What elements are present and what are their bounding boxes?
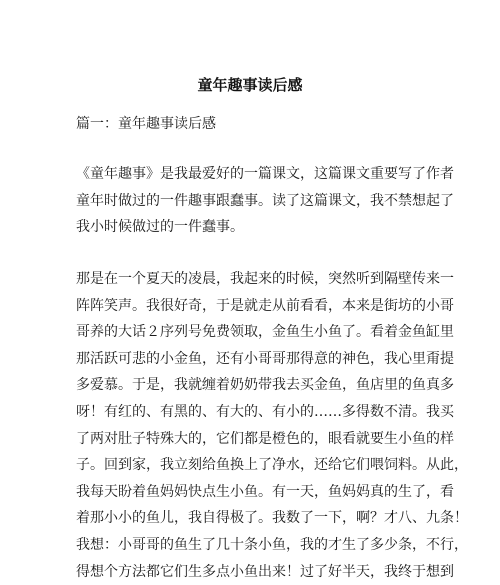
paragraph-line: 着那小小的鱼儿，我自得极了。我数了一下，啊？才八、九条！ xyxy=(76,510,468,527)
paragraph-line: 多爱慕。于是，我就缠着奶奶带我去买金鱼，鱼店里的鱼真多 xyxy=(76,377,454,394)
paragraph-line: 呀！有红的、有黑的、有大的、有小的……多得数不清。我买 xyxy=(76,403,454,420)
paragraph-line: 子。回到家，我立刻给鱼换上了净水，还给它们喂饲料。从此， xyxy=(76,457,468,474)
paragraph-line: 了两对肚子特殊大的，它们都是橙色的，眼看就要生小鱼的样 xyxy=(76,430,454,447)
paragraph-line: 我每天盼着鱼妈妈快点生小鱼。有一天，鱼妈妈真的生了，看 xyxy=(76,483,454,500)
paragraph-2 xyxy=(76,266,468,585)
paragraph-line: 那活跃可悲的小金鱼，还有小哥哥那得意的神色，我心里甭提 xyxy=(76,350,454,367)
paragraph-line: 阵阵笑声。我很好奇，于是就走从前看看，本来是街坊的小哥 xyxy=(76,297,454,314)
paragraph-line: 童年时做过的一件趣事跟蠢事。读了这篇课文，我不禁想起了 xyxy=(76,192,454,209)
document-title: 童年趣事读后感 xyxy=(197,76,303,94)
paragraph-line: 得想个方法都它们生多点小鱼出来！过了好半天，我终于想到 xyxy=(76,563,454,580)
paragraph-line: 我小时候做过的一件蠢事。 xyxy=(76,219,244,236)
paragraph-line: 我想：小哥哥的鱼生了几十条小鱼，我的才生了多少条，不行， xyxy=(76,536,468,553)
paragraph-line: 那是在一个夏天的凌晨，我起来的时候，突然听到隔壁传来一 xyxy=(76,271,454,287)
paragraph-line: 《童年趣事》是我最爱好的一篇课文，这篇课文重要写了作者 xyxy=(76,166,454,182)
paragraph-1 xyxy=(76,161,454,241)
section-heading: 篇一：童年趣事读后感 xyxy=(76,116,216,132)
paragraph-line: 哥养的大话２序列号免费领取，金鱼生小鱼了。看着金鱼缸里 xyxy=(76,324,454,341)
